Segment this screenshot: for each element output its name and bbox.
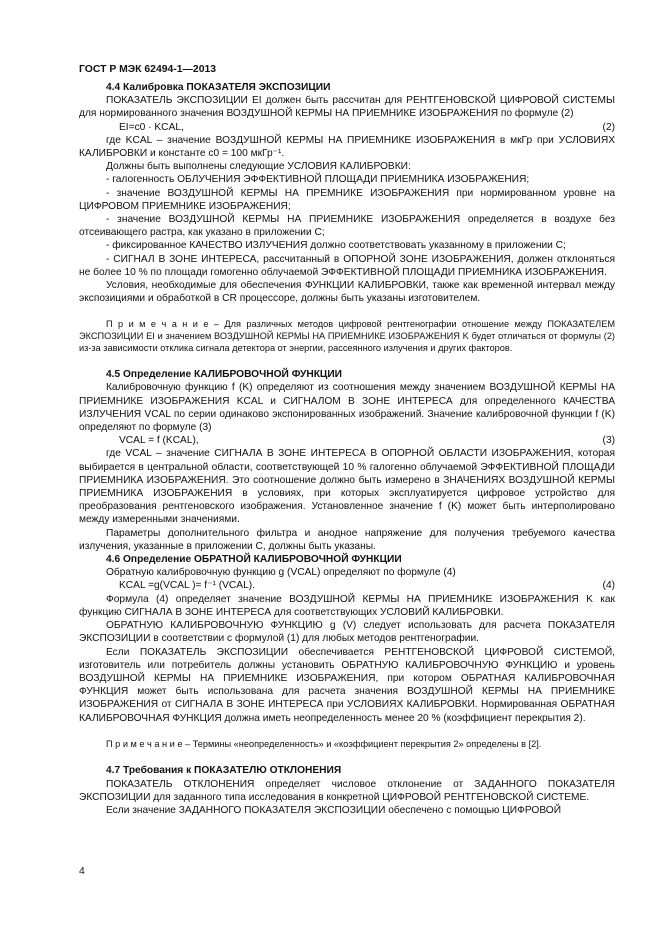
s44-bullet-1: - галогенность ОБЛУЧЕНИЯ ЭФФЕКТИВНОЙ ПЛОЩАДИ ПРИЕМНИКА ИЗОБРАЖЕНИЯ; (106, 174, 530, 186)
s47-paragraph-1: ПОКАЗАТЕЛЬ ОТКЛОНЕНИЯ определяет числовое отклонение от ЗАДАННОГО ПОКАЗАТЕЛЯ ЭКСПОЗИЦИИ для заданного типа исследования в конкретной ЦИФРОВОЙ РЕНТГЕНОВСКОЙ СИСТЕМЕ. (79, 778, 615, 803)
s46-paragraph-4: Если ПОКАЗАТЕЛЬ ЭКСПОЗИЦИИ обеспечивается РЕНТГЕНОВСКОЙ ЦИФРОВОЙ СИСТЕМОЙ, изготовитель или потребитель должны установить ОБРАТНУЮ КАЛИБРОВОЧНУЮ ФУНКЦИЮ и уровень ВОЗДУШНОЙ КЕРМЫ НА ПРИЕМНИКЕ ИЗОБРАЖЕНИЯ, при котором ОБРАТНАЯ КАЛИБРОВОЧНАЯ ФУНКЦИЯ может быть использована для расчета значения ВОЗДУШНОЙ КЕРМЫ НА ПРИЕМНИКЕ ИЗОБРАЖЕНИЯ от СИГНАЛА В ЗОНЕ ИНТЕРЕСА при УСЛОВИЯХ КАЛИБРОВКИ. Нормированная ОБРАТНАЯ КАЛИБРОВОЧНАЯ ФУНКЦИЯ должна иметь неопределенность менее 20 % (коэффициент перекрытия 2). (79, 646, 615, 724)
page-number: 4 (79, 866, 85, 877)
formula-4-text: KCAL =g(VCAL )= f⁻¹ (VCAL). (119, 580, 255, 592)
s44-paragraph-1: ПОКАЗАТЕЛЬ ЭКСПОЗИЦИИ EI должен быть рассчитан для РЕНТГЕНОВСКОЙ ЦИФРОВОЙ СИСТЕМЫ для нормированного значения ВОЗДУШНОЙ КЕРМЫ НА ПРИЕМНИКЕ ИЗОБРАЖЕНИЯ по формуле (2) (79, 95, 615, 120)
section-4-4-title: 4.4 Калибровка ПОКАЗАТЕЛЯ ЭКСПОЗИЦИИ (106, 82, 331, 93)
s44-paragraph-2: где KCAL – значение ВОЗДУШНОЙ КЕРМЫ НА ПРИЕМНИКЕ ИЗОБРАЖЕНИЯ в мкГр при УСЛОВИЯХ КАЛИБРОВКИ и константе c0 = 100 мкГр⁻¹. (79, 134, 615, 160)
document-header: ГОСТ Р МЭК 62494-1—2013 (79, 64, 217, 75)
s45-paragraph-3: Параметры дополнительного фильтра и анодное напряжение для получения требуемого качества излучения, указанные в приложении C, должны быть указаны. (79, 527, 615, 552)
s44-note: П р и м е ч а н и е – Для различных методов цифровой рентгенографии отношение между ПОКАЗАТЕЛЕМ ЭКСПОЗИЦИИ EI и значением ВОЗДУШНОЙ КЕРМЫ НА ПРИЕМНИКЕ ИЗОБРАЖЕНИЯ K будет отличаться от формулы (2) из-за зависимости отклика сигнала детектора от энергии, рассеянного излучения и других факторов. (79, 319, 615, 353)
section-4-7-title: 4.7 Требования к ПОКАЗАТЕЛЮ ОТКЛОНЕНИЯ (106, 765, 342, 777)
formula-3 (79, 434, 615, 447)
s45-paragraph-1: Калибровочную функцию f (K) определяют из соотношения между значением ВОЗДУШНОЙ КЕРМЫ НА ПРИЕМНИКЕ ИЗОБРАЖЕНИЯ KCAL и СИГНАЛОМ В ЗОНЕ ИНТЕРЕСА для определенного КАЧЕСТВА ИЗЛУЧЕНИЯ VCAL по серии одинаково экспонированных изображений. Значение калибровочной функции f (K) определяют по формуле (3) (79, 382, 615, 434)
formula-3-number: (3) (602, 435, 615, 447)
formula-3-text: VCAL = f (KCAL), (119, 435, 199, 447)
s44-paragraph-4: Условия, необходимые для обеспечения ФУНКЦИИ КАЛИБРОВКИ, также как временной интервал между экспозициями и обработкой в CR процессоре, должны быть указаны изготовителем. (79, 280, 615, 305)
s45-paragraph-2: где VCAL – значение СИГНАЛА В ЗОНЕ ИНТЕРЕСА В ОПОРНОЙ ОБЛАСТИ ИЗОБРАЖЕНИЯ, которая выбирается в центральной области, соответствующей 10 % галогенно облучаемой ЭФФЕКТИВНОЙ ПЛОЩАДИ ПРИЕМНИКА ИЗОБРАЖЕНИЯ. Это соотношение должно быть измерено в ЗНАЧЕНИЯХ ВОЗДУШНОЙ КЕРМЫ ПРИЕМНИКА ИЗОБРАЖЕНИЯ в условиях, при которых эксплуатируется цифровое устройство для преобразования рентгеновского изображения. Установленное значение f (K) может быть интерполировано между измеренными значениями. (79, 448, 615, 526)
formula-2 (79, 121, 615, 134)
section-4-5-title: 4.5 Определение КАЛИБРОВОЧНОЙ ФУНКЦИИ (106, 369, 343, 381)
s44-paragraph-3: Должны быть выполнены следующие УСЛОВИЯ КАЛИБРОВКИ: (106, 161, 411, 173)
page-content (79, 81, 615, 817)
formula-4 (79, 579, 615, 592)
s44-bullet-5: - СИГНАЛ В ЗОНЕ ИНТЕРЕСА, рассчитанный в ОПОРНОЙ ЗОНЕ ИЗОБРАЖЕНИЯ, должен отклоняться не более 10 % по площади гомогенно облучаемой ЭФФЕКТИВНОЙ ПЛОЩАДИ ПРИЕМНИКА ИЗОБРАЖЕНИЯ. (79, 253, 615, 278)
formula-2-text: EI=c0 · KCAL, (119, 121, 184, 133)
s44-bullet-2: - значение ВОЗДУШНОЙ КЕРМЫ НА ПРЕМНИКЕ ИЗОБРАЖЕНИЯ при нормированном уровне на ЦИФРОВОМ ПРИЕМНИКЕ ИЗОБРАЖЕНИЯ; (79, 187, 615, 212)
formula-2-number: (2) (602, 121, 615, 133)
s44-bullet-3: - значение ВОЗДУШНОЙ КЕРМЫ НА ПРИЕМНИКЕ ИЗОБРАЖЕНИЯ определяется в воздухе без отсеивающего растра, как указано в приложении C; (79, 214, 615, 239)
formula-4-number: (4) (602, 580, 615, 592)
s47-paragraph-2: Если значение ЗАДАННОГО ПОКАЗАТЕЛЯ ЭКСПОЗИЦИИ обеспечено с помощью ЦИФРОВОЙ (106, 804, 562, 816)
s46-paragraph-1: Обратную калибровочную функцию g (VCAL) определяют по формуле (4) (106, 567, 456, 579)
s46-paragraph-3: ОБРАТНУЮ КАЛИБРОВОЧНУЮ ФУНКЦИЮ g (V) следует использовать для расчета ПОКАЗАТЕЛЯ ЭКСПОЗИЦИИ в соответствии с формулой (1) для любых методов рентгенографии. (79, 620, 615, 645)
s46-note: П р и м е ч а н и е – Термины «неопределенность» и «коэффициент перекрытия 2» определены в [2]. (106, 738, 542, 749)
section-4-6-title: 4.6 Определение ОБРАТНОЙ КАЛИБРОВОЧНОЙ ФУНКЦИИ (106, 554, 402, 566)
s46-paragraph-2: Формула (4) определяет значение ВОЗДУШНОЙ КЕРМЫ НА ПРИЕМНИКЕ ИЗОБРАЖЕНИЯ K как функцию СИГНАЛА В ЗОНЕ ИНТЕРЕСА для соответствующих УСЛОВИЙ КАЛИБРОВКИ. (79, 593, 615, 618)
s44-bullet-4: - фиксированное КАЧЕСТВО ИЗЛУЧЕНИЯ должно соответствовать указанному в приложении C; (106, 240, 566, 252)
